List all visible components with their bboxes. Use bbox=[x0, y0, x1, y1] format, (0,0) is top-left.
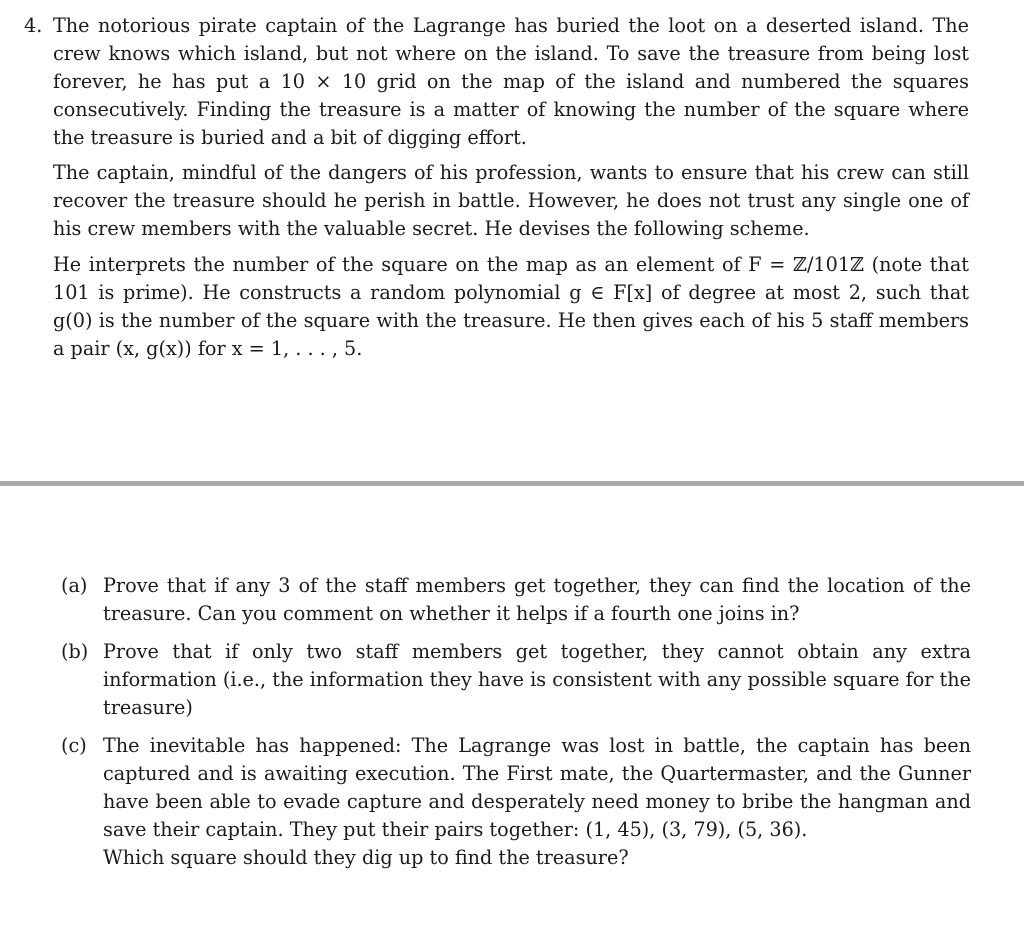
part-c-question: Which square should they dig up to find the treasure? bbox=[103, 846, 629, 869]
problem-paragraph-3: He interprets the number of the square on the map as an element of F = ℤ/101ℤ (note that 101 is prime). He constructs a random polynomial g ∈ F[x] of degree at most 2, such that g(0) is the number of the square with the treasure. He then gives each of his 5 staff members a pair (x, g(x)) for x = 1, . . . , 5. bbox=[53, 253, 969, 360]
part-c-label: (c) bbox=[61, 734, 87, 757]
part-b bbox=[61, 638, 971, 722]
part-c-body bbox=[103, 732, 971, 872]
part-a-label: (a) bbox=[61, 574, 88, 597]
part-a-text: Prove that if any 3 of the staff members get together, they can find the location of the treasure. Can you comment on whether it helps if a fourth one joins in? bbox=[103, 574, 971, 625]
problem-paragraph-2: The captain, mindful of the dangers of his profession, wants to ensure that his crew can still recover the treasure should he perish in battle. However, he does not trust any single one of his crew members with the valuable secret. He devises the following scheme. bbox=[53, 161, 969, 240]
part-b-label: (b) bbox=[61, 640, 89, 663]
section-divider bbox=[0, 481, 1024, 486]
part-a bbox=[61, 572, 971, 628]
problem-paragraph-1: The notorious pirate captain of the Lagrange has buried the loot on a deserted island. The crew knows which island, but not where on the island. To save the treasure from being lost forever, he has put a 10 × 10 grid on the map of the island and numbered the squares consecutively. Finding the treasure is a matter of knowing the number of the square where the treasure is buried and a bit of digging effort. bbox=[53, 14, 969, 149]
problem-number: 4. bbox=[24, 14, 43, 37]
part-b-text: Prove that if only two staff members get together, they cannot obtain any extra information (i.e., the information they have is consistent with any possible square for the treasure) bbox=[103, 640, 971, 719]
part-c-text: The inevitable has happened: The Lagrange was lost in battle, the captain has been captured and is awaiting execution. The First mate, the Quartermaster, and the Gunner have been able to evade capture and desperately need money to bribe the hangman and save their captain. They put their pairs together: (1, 45), (3, 79), (5, 36). bbox=[103, 734, 971, 841]
part-c bbox=[61, 732, 971, 872]
